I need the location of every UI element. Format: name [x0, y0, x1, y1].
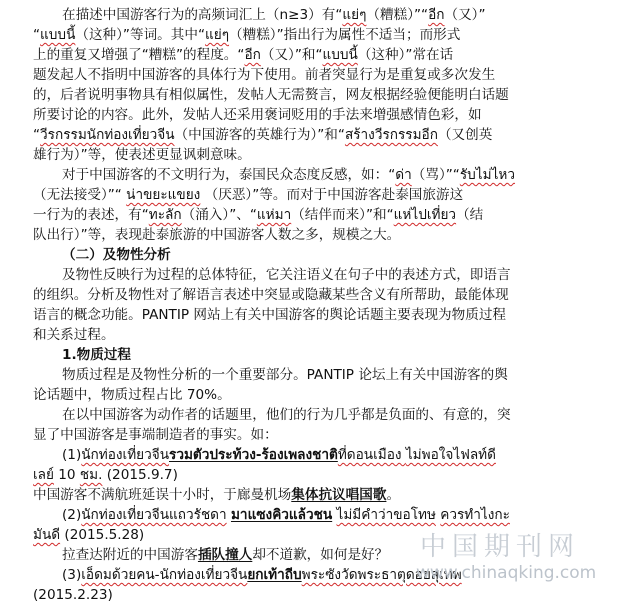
example-3-date [33, 584, 113, 606]
text-run: 中国游客不满航班延误十小时，于廊曼机场 [33, 487, 292, 503]
text-run: แย่ๆ [205, 27, 230, 43]
example-3-thai [62, 564, 462, 586]
text-run: 雄行为）”等，使表述更显讽刺意味。 [33, 147, 251, 163]
example-2-translation [62, 544, 388, 566]
text-run: ที่ดอนเมือง [337, 447, 406, 463]
text-line-7 [33, 124, 492, 146]
text-run: 论话题中，物质过程占比 70%。 [33, 387, 231, 403]
watermark-url: www.chinaqking.com [416, 563, 597, 583]
text-run: 题发起人不指明中国游客的具体行为下使用。前者突显行为是重复或多次发生 [33, 67, 496, 83]
subsection-heading [62, 344, 131, 366]
text-run: 和关系过程。 [33, 327, 115, 343]
text-run: วีรกรรมนักท่องเที่ยวจีน [40, 127, 175, 143]
text-run: 物质过程是及物性分析的一个重要部分。PANTIP 论坛上有关中国游客的舆 [62, 367, 508, 383]
text-run: （厌恶）”等。而对于中国游客赴泰国旅游这 [200, 187, 464, 203]
text-run: แบบนี้ [322, 47, 358, 63]
text-run: อีก [244, 47, 261, 63]
text-run: (2) [62, 507, 82, 523]
text-line-14 [62, 264, 511, 286]
text-line-1 [62, 4, 486, 26]
example-1-thai [62, 444, 496, 466]
example-1-translation [33, 484, 400, 506]
text-run: ทะลัก [148, 207, 182, 223]
text-line-3 [33, 44, 453, 66]
text-run: แห่ไปเที่ยว [393, 207, 457, 223]
text-line-20 [33, 384, 231, 406]
text-run: นักท่องเที่ยวจีน [81, 447, 170, 463]
text-run: (1) [62, 447, 82, 463]
text-line-4 [33, 64, 495, 86]
text-run: 的组织。分析及物性对了解语言表述中突显或隐藏某些含义有所帮助，最能体现 [33, 287, 509, 303]
text-run: （又创英 [437, 127, 493, 143]
text-run: （无法接受）”“ [33, 187, 127, 203]
text-run: （涌入）”、“ [181, 207, 257, 223]
text-line-8 [33, 144, 251, 166]
text-run: (2015.2.23) [33, 587, 113, 603]
text-run: ชม. [79, 467, 103, 483]
text-run: พระซังวัดพระธาตุดอยสุเทพ [301, 567, 462, 583]
text-run: รวมตัวประท้วง-ร้องเพลงชาติ [169, 447, 338, 463]
text-run: 对于中国游客的不文明行为，泰国民众态度反感，如：“ [62, 167, 396, 183]
text-run: （结伴而来）”和“ [291, 207, 394, 223]
text-line-22 [33, 424, 278, 446]
text-line-6 [33, 104, 482, 126]
text-run: （这种）”常在话 [357, 47, 454, 63]
text-run: （二）及物性分析 [62, 247, 171, 263]
text-run: （这种）”等词。其中“ [75, 27, 205, 43]
text-run: 上的重复又增强了“糟糕”的程度。“ [33, 47, 245, 63]
text-run: 显了中国游客是事端制造者的事实。如： [33, 427, 278, 443]
text-run: 一行为的表述，有“ [33, 207, 149, 223]
text-run: แบบนี้ [40, 27, 76, 43]
text-run: ไม่พอใจไฟลท์ดี [405, 447, 496, 463]
section-heading [62, 244, 171, 266]
text-line-16 [33, 304, 506, 326]
text-run: 拉查达附近的中国游客 [62, 547, 198, 563]
text-run: （又）” [444, 7, 486, 23]
text-run: ไม่มีคำว่าขอโทษ [336, 507, 436, 523]
text-run: 在以中国游客为动作者的话题里，他们的行为几乎都是负面的、有意的，突 [62, 407, 511, 423]
text-line-17 [33, 324, 115, 346]
text-run: มันดี [33, 527, 61, 543]
text-run: 10 [53, 467, 80, 483]
text-line-11 [33, 204, 483, 226]
text-run: 的，后者说明事物具有相似属性，发帖人无需赘言，网友根据经验便能明白话题 [33, 87, 509, 103]
text-run: 1.物质过程 [62, 347, 131, 363]
text-run: 插队撞人 [197, 547, 253, 563]
text-run: 及物性反映行为过程的总体特征，它关注语义在句子中的表述方式，即语言 [62, 267, 511, 283]
text-line-15 [33, 284, 509, 306]
text-line-21 [62, 404, 511, 426]
text-line-5 [33, 84, 509, 106]
text-run: 所要讨论的内容。此外，发帖人还采用褒词贬用的手法来增强感情色彩，如 [33, 107, 482, 123]
text-run: （又）”和“ [260, 47, 323, 63]
text-run: นักท่องเที่ยวจีนแถวรัชดา [81, 507, 227, 523]
text-run: ควรทำไงกะ [440, 507, 510, 523]
text-run: แห่มา [256, 207, 292, 223]
text-run: （糟糕）”“ [366, 7, 429, 23]
text-run: 集体抗议唱国歌 [291, 487, 387, 503]
text-run: 语言的概念功能。PANTIP 网站上有关中国游客的舆论话题主要表现为物质过程 [33, 307, 507, 323]
example-1-date [33, 464, 178, 486]
text-line-12 [33, 224, 400, 246]
text-run: รับไม่ไหว [459, 167, 516, 183]
text-run: （糟糕）”指出行为属性不适当；而形式 [229, 27, 461, 43]
text-run: 在描述中国游客行为的高频词汇上（n≥3）有“ [62, 7, 343, 23]
text-run: เอ็ดมด้วยคน-นักท่องเที่ยวจีน [81, 567, 248, 583]
text-run: (2015.5.28) [60, 527, 145, 543]
text-run: เลย์ [33, 467, 54, 483]
text-run: “ [33, 127, 41, 143]
watermark-title: 中国期刊网 [420, 532, 581, 562]
text-run: มาแซงคิวแล้วชน [230, 507, 333, 523]
text-line-2 [33, 24, 460, 46]
text-run: (2015.9.7) [102, 467, 178, 483]
text-run: 。 [386, 487, 401, 503]
text-run: น่าขยะแขยง [126, 187, 201, 203]
example-2-date [33, 524, 144, 546]
example-2-thai [62, 504, 510, 526]
text-line-10 [33, 184, 463, 206]
text-run: （骂）”“ [411, 167, 460, 183]
text-run: (3) [62, 567, 82, 583]
text-run: （结 [456, 207, 484, 223]
text-run: （中国游客的英雄行为）”和“ [174, 127, 345, 143]
text-run: สร้างวีรกรรมอีก [344, 127, 438, 143]
text-line-19 [62, 364, 508, 386]
text-run: แย่ๆ [342, 7, 367, 23]
text-run: ยกเท้าถีบ [247, 567, 302, 583]
text-line-9 [62, 164, 515, 186]
text-run: 却不道歉，如何是好？ [252, 547, 389, 563]
text-run: ด่า [395, 167, 412, 183]
text-run: 队出行）”等，表现赴泰旅游的中国游客人数之多，规模之大。 [33, 227, 401, 243]
text-run: อีก [428, 7, 445, 23]
text-run: “ [33, 27, 41, 43]
